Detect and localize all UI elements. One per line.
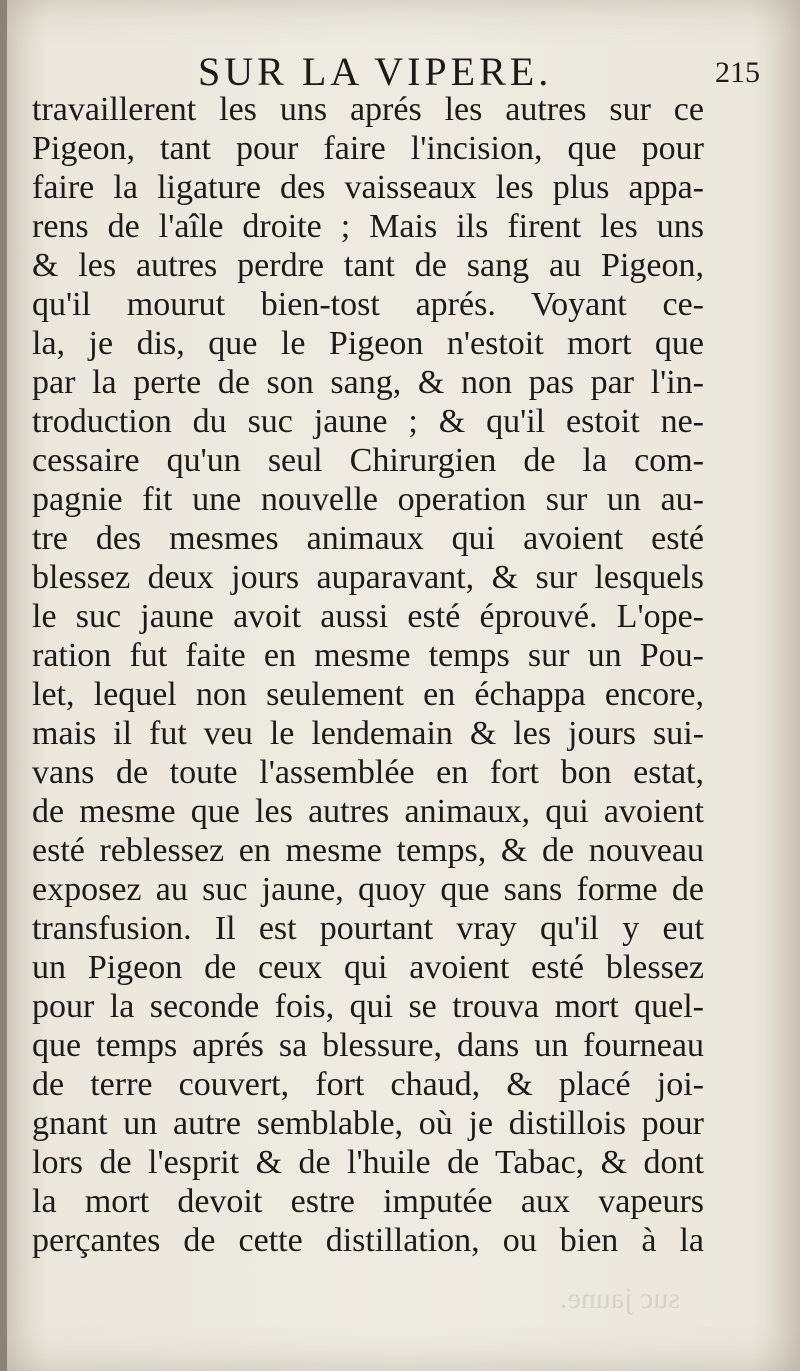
text-line: blessez deux jours auparavant, & sur lesquels — [32, 559, 704, 596]
text-line: pagnie fit une nouvelle operation sur un au- — [32, 481, 704, 518]
text-line: & les autres perdre tant de sang au Pigeon, — [32, 247, 704, 284]
text-line: Pigeon, tant pour faire l'incision, que pour — [32, 130, 704, 167]
text-line: cessaire qu'un seul Chirurgien de la com- — [32, 442, 704, 479]
text-line: qu'il mourut bien-tost aprés. Voyant ce- — [32, 286, 704, 323]
text-line: troduction du suc jaune ; & qu'il estoit ne- — [32, 403, 704, 440]
text-line: gnant un autre semblable, où je distillois pour — [32, 1105, 704, 1142]
text-line: faire la ligature des vaisseaux les plus appa- — [32, 169, 704, 206]
text-line: de terre couvert, fort chaud, & placé joi- — [32, 1066, 704, 1103]
text-line: tre des mesmes animaux qui avoient esté — [32, 520, 704, 557]
text-line: transfusion. Il est pourtant vray qu'il y eut — [32, 910, 704, 947]
text-line: la, je dis, que le Pigeon n'estoit mort que — [32, 325, 704, 362]
text-line: let, lequel non seulement en échappa encore, — [32, 676, 704, 713]
text-line: perçantes de cette distillation, ou bien à la — [32, 1222, 704, 1259]
page-number: 215 — [715, 56, 760, 89]
text-line: exposez au suc jaune, quoy que sans forme de — [32, 871, 704, 908]
page-gutter-edge — [0, 0, 7, 1371]
text-line: lors de l'esprit & de l'huile de Tabac, & dont — [32, 1144, 704, 1181]
text-line: pour la seconde fois, qui se trouva mort quel- — [32, 988, 704, 1025]
body-text — [32, 90, 704, 1260]
text-line: de mesme que les autres animaux, qui avoient — [32, 793, 704, 830]
bleed-through-text: suc jaune. — [560, 1282, 680, 1315]
text-line: la mort devoit estre imputée aux vapeurs — [32, 1183, 704, 1220]
running-title: SUR LA VIPERE. — [198, 49, 553, 94]
text-line: par la perte de son sang, & non pas par l'in- — [32, 364, 704, 401]
text-line: rens de l'aîle droite ; Mais ils firent les uns — [32, 208, 704, 245]
text-line: un Pigeon de ceux qui avoient esté blessez — [32, 949, 704, 986]
text-line: le suc jaune avoit aussi esté éprouvé. L'ope- — [32, 598, 704, 635]
text-line: vans de toute l'assemblée en fort bon estat, — [32, 754, 704, 791]
text-line: esté reblessez en mesme temps, & de nouveau — [32, 832, 704, 869]
text-line: travaillerent les uns aprés les autres sur ce — [32, 91, 704, 128]
text-line: ration fut faite en mesme temps sur un Pou- — [32, 637, 704, 674]
text-line: mais il fut veu le lendemain & les jours sui- — [32, 715, 704, 752]
text-line: que temps aprés sa blessure, dans un fourneau — [32, 1027, 704, 1064]
